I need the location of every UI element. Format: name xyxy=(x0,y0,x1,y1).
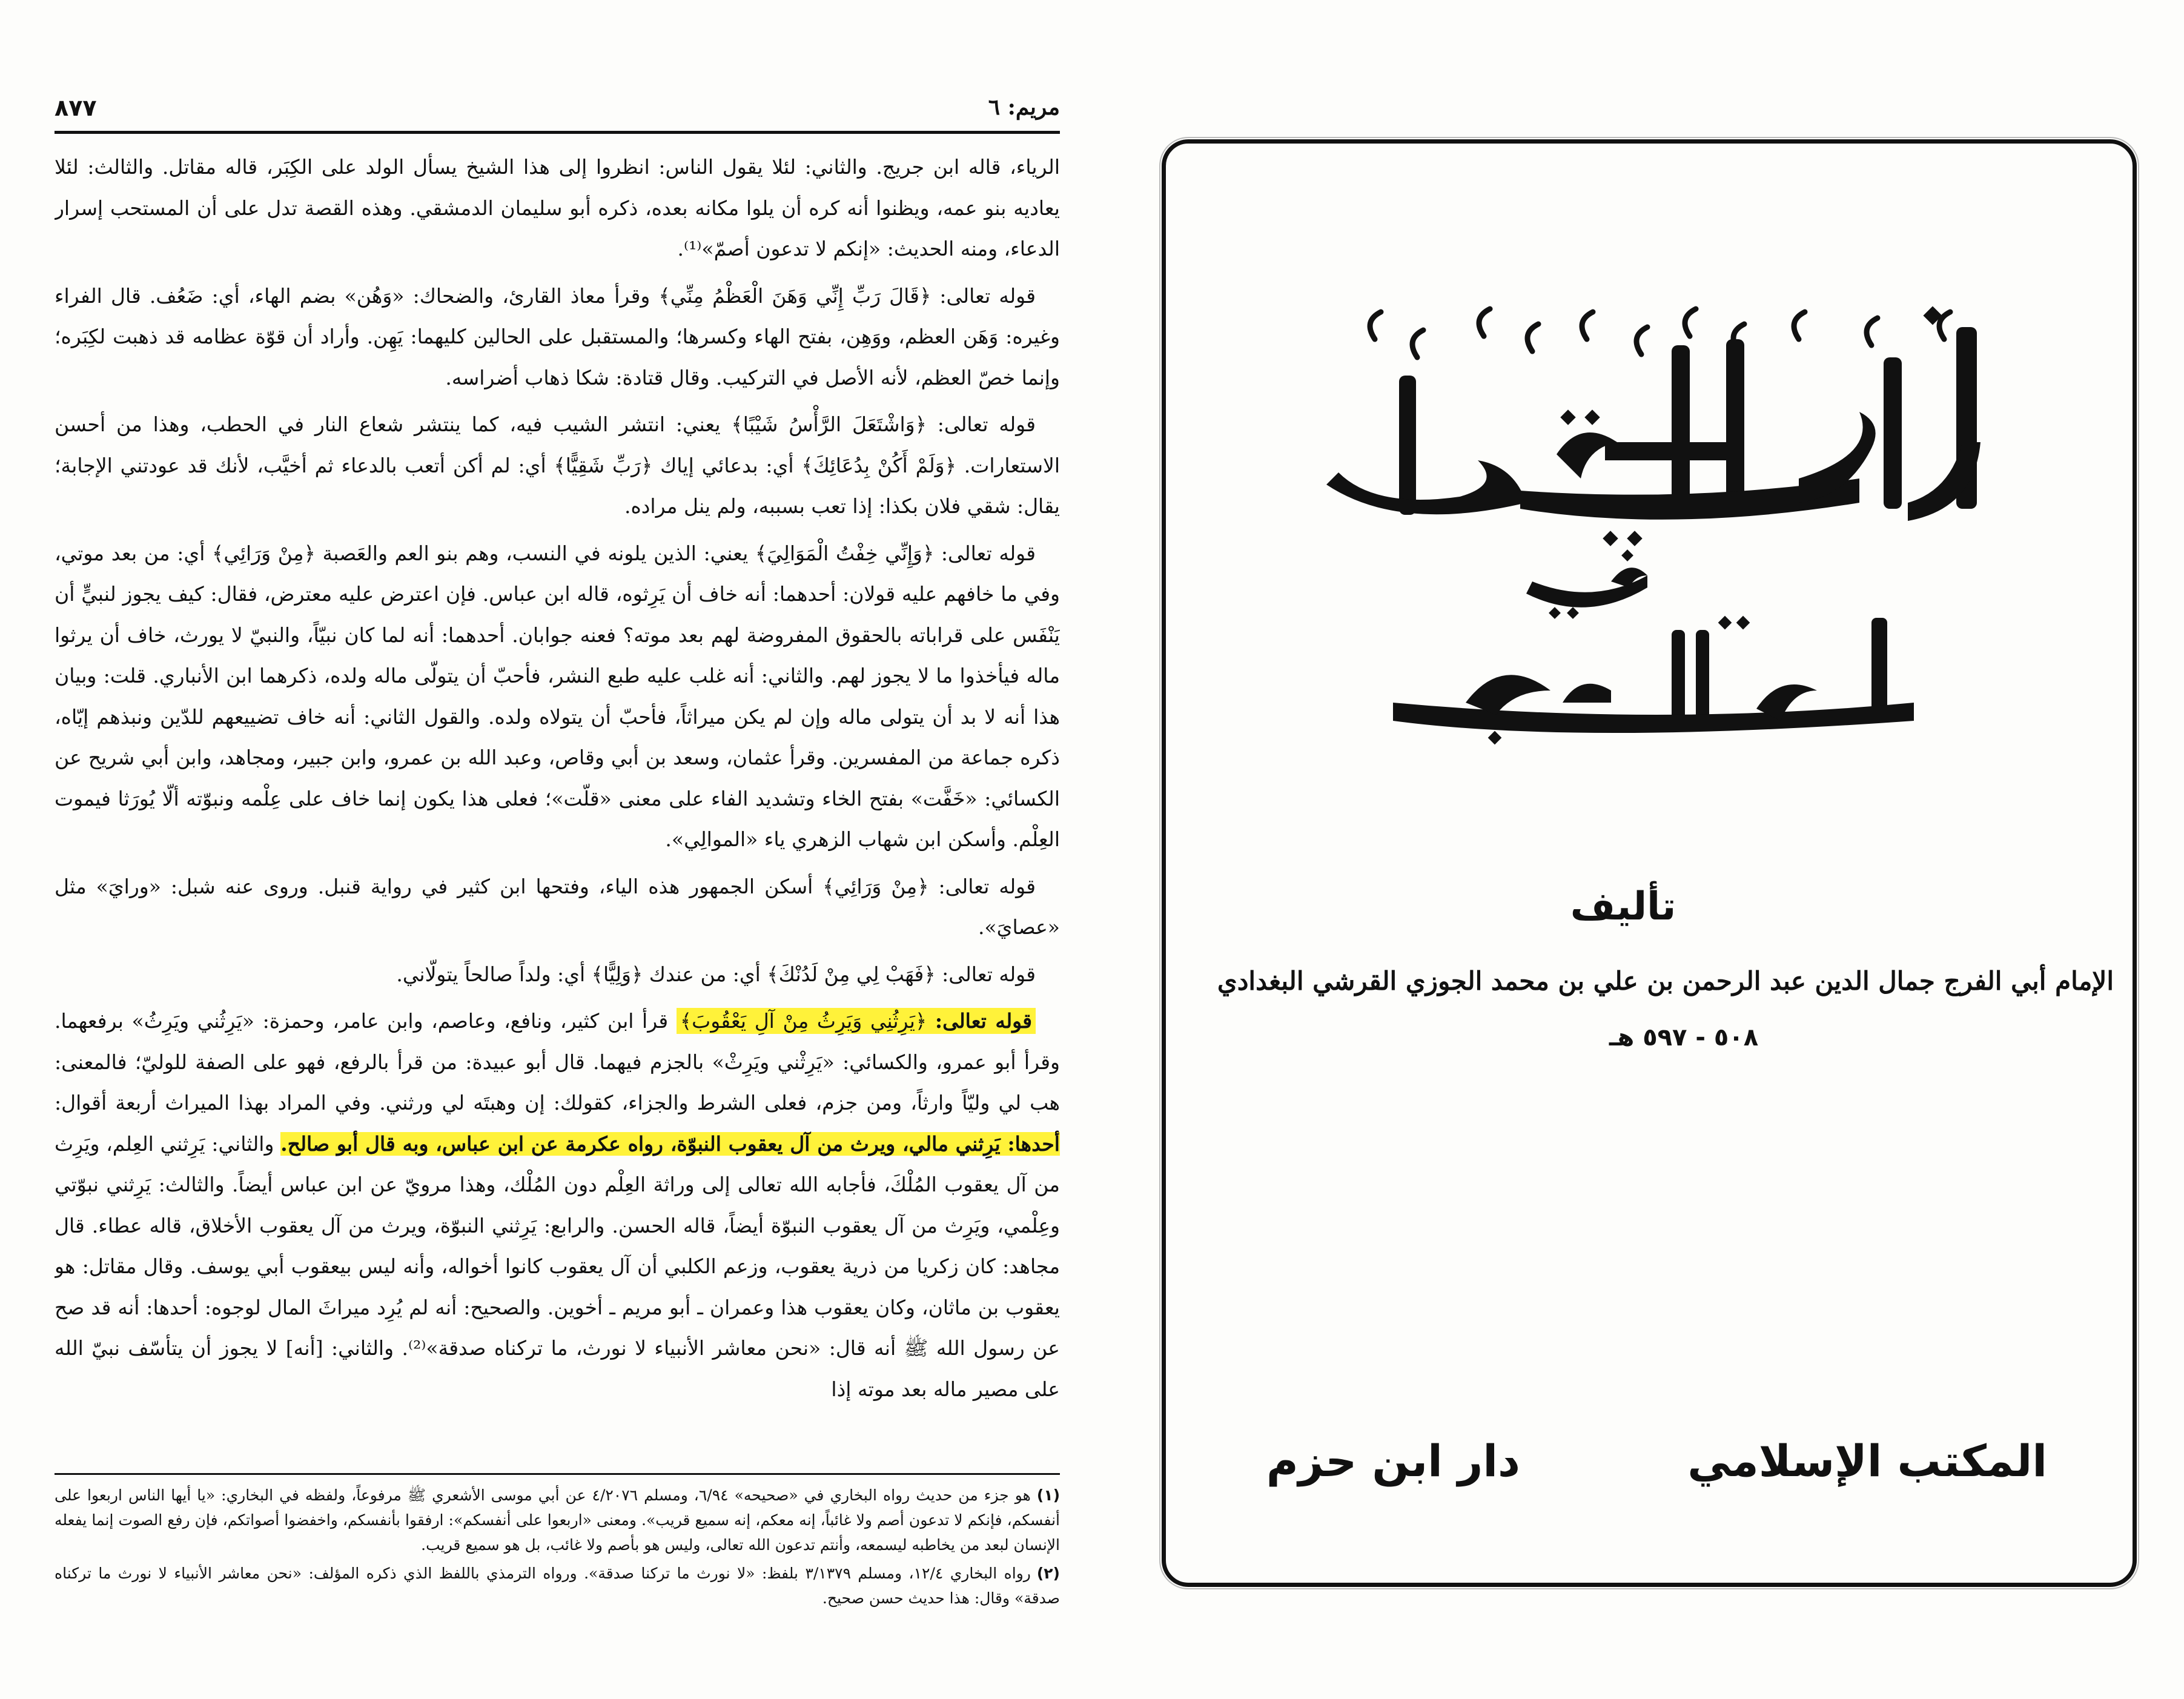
paragraph: قوله تعالى: ﴿مِنْ وَرَائِي﴾ أسكن الجمهور هذه الياء، وفتحها ابن كثير في رواية قنبل. وروى عنه شبل: «ورايَ» مثل «عصايَ». xyxy=(55,874,1060,939)
highlighted-verse xyxy=(677,1008,1036,1034)
paragraph: قوله تعالى: ﴿وَإِنِّي خِفْتُ الْمَوَالِيَ﴾ يعني: الذين يلونه في النسب، وهم بنو العم والعَصبة ﴿مِنْ وَرَائِي﴾ أي: من بعد موتي، وفي ما خافهم عليه قولان: أحدهما: أنه خاف أن يَرِثوه، قاله ابن عباس. فإن اعترض عليه معترض، فقال: كيف يجوز لنبيٍّ أن يَنْفَس على قراباته بالحقوق المفروضة لهم بعد موته؟ فعنه جوابان. أحدهما: أنه لما كان نبيّاً، والنبيّ لا يورث، خاف أن يرثوا ماله فيأخذوا ما لا يجوز لهم. والثاني: أنه غلب عليه طبع النشر، فأحبّ أن يتولّى ماله ولده، ذكرهما ابن الأنباري. قلت: وبيان هذا أنه لا بد أن يتولى ماله وإن لم يكن ميراثاً، فأحبّ أن يتولاه ولده. والقول الثاني: أنه خاف تضييعهم للدّين ونبذهم إيّاه، ذكره جماعة من المفسرين. وقرأ عثمان، وسعد بن أبي وقاص، وعبد الله بن عمرو، وابن جبير، ومجاهد، وابن أبي شريح عن الكسائي: «خَفَّت» بفتح الخاء وتشديد الفاء على معنى «قلّت»؛ فعلى هذا يكون إنما خاف على عِلْمه ونبوّته ألّا يُورَثا فيموت العِلْم. وأسكن ابن شهاب الزهري ياء «الموالِي». xyxy=(55,541,1060,851)
footnote xyxy=(55,1561,1060,1611)
footnotes xyxy=(55,1483,1060,1689)
footnote-text: رواه البخاري ١٢/٤، ومسلم ٣/١٣٧٩ بلفظ: «لا نورث ما تركنا صدقة». ورواه الترمذي باللفظ الذي ذكره المؤلف: «نحن معاشر الأنبياء لا نورث ما تركناه صدقة» وقال: هذا حديث حسن صحيح. xyxy=(55,1565,1060,1607)
title-calligraphy xyxy=(1302,303,2017,557)
ta-lif-label: تأليف xyxy=(1570,884,1676,929)
author-dates: ٥٠٨ - ٥٩٧ هـ xyxy=(1609,1024,1759,1052)
paragraph: قوله تعالى: ﴿وَاشْتَعَلَ الرَّأْسُ شَيْبًا﴾ يعني: انتشر الشيب فيه، كما ينتشر شعاع النار في الحطب، وهذا من أحسن الاستعارات. ﴿وَلَمْ أَكُنْ بِدُعَائِكَ﴾ أي: بدعائي إياك ﴿رَبِّ شَقِيًّا﴾ أي: لم أكن أتعب بالدعاء ثم أخيَّب، لأنك قد عودتني الإجابة؛ يقال: شقي فلان بكذا: إذا تعب بسببه، ولم ينل مراده. xyxy=(55,412,1060,518)
footnote-number: (٢) xyxy=(1036,1565,1060,1582)
paragraph: قوله تعالى: ﴿قَالَ رَبِّ إِنِّي وَهَنَ الْعَظْمُ مِنِّي﴾ وقرأ معاذ القارئ، والضحاك: «وَهُن» بضم الهاء، أي: ضَعُف. قال الفراء وغيره: وَهَن العظم، ووَهِن، بفتح الهاء وكسرها؛ والمستقبل على الحالين كليهما: يَهِن. وأراد أن قوّة عظامه قد ذهبت لكِبَره؛ وإنما خصّ العظم، لأنه الأصل في التركيب. وقال قتادة: شكا ذهاب أضراسه. xyxy=(55,283,1060,389)
highlighted-paragraph xyxy=(55,1001,1060,1409)
subtitle-calligraphy xyxy=(1381,606,1926,751)
paragraph-text: قرأ ابن كثير، ونافع، وعاصم، وابن عامر، وحمزة: «يَرِثُني ويَرِثُ» برفعهما. وقرأ أبو عمرو، والكسائي: «يَرِثْني ويَرِثْ» بالجزم فيهما. قال أبو عبيدة: من قرأ بالرفع، فهو على الصفة للوليّ؛ فالمعنى: هب لي وليّاً وارثاً، ومن جزم، فعلى الشرط والجزاء، كقولك: إن وهبتَه لي ورثني. وفي المراد بهذا الميراث أربعة أقوال: xyxy=(55,1009,1060,1114)
surah-reference: مريم: ٦ xyxy=(988,94,1060,120)
header-rule xyxy=(55,131,1060,134)
publisher-right: المكتب الإسلامي xyxy=(1687,1436,2047,1486)
footnote-number: (١) xyxy=(1036,1486,1060,1504)
page-number: ٨٧٧ xyxy=(55,94,97,121)
paragraph-text: والثاني: يَرِثني العِلم، ويَرِث من آل يعقوب المُلْكَ، فأجابه الله تعالى إلى وراثة العِلْم دون المُلْك، وهذا مرويّ عن ابن عباس أيضاً. والثالث: يَرِثني نبوّتي وعِلْمي، ويَرِث من آل يعقوب النبوّة أيضاً، قاله الحسن. والرابع: يَرِثني النبوّة، ويرث من آل يعقوب الأخلاق، قاله عطاء. قال مجاهد: كان زكريا من ذرية يعقوب، وزعم الكلبي أن آل يعقوب كانوا أخواله، وأنه ليس بيعقوب أبي يوسف. وقال مقاتل: هو يعقوب بن ماثان، وكان يعقوب هذا وعمران ـ أبو مريم ـ أخوين. والصحيح: أنه لم يُرِد ميراثَ المال لوجوه: أحدها: أنه قد صح عن رسول الله ﷺ أنه قال: «نحن معاشر الأنبياء لا نورث، ما تركناه صدقة»⁽²⁾. والثاني: [أنه] لا يجوز أن يتأسّف نبيّ الله على مصير ماله بعد موته إذا xyxy=(55,1131,1060,1401)
author-name: الإمام أبي الفرج جمال الدين عبد الرحمن بن علي بن محمد الجوزي القرشي البغدادي xyxy=(1217,966,2114,996)
paragraph: قوله تعالى: ﴿فَهَبْ لِي مِنْ لَدُنْكَ﴾ أي: من عندك ﴿وَلِيًّا﴾ أي: ولداً صالحاً يتولّاني. xyxy=(396,962,1036,986)
footnote xyxy=(55,1483,1060,1557)
highlighted-opinion: أحدها: يَرِثني مالي، ويرث من آل يعقوب النبوّة، رواه عكرمة عن ابن عباس، وبه قال أبو صالح. xyxy=(280,1131,1060,1156)
footnote-text: هو جزء من حديث رواه البخاري في «صحيحه» ٦/٩٤، ومسلم ٤/٢٠٧٦ عن أبي موسى الأشعري ﷺ مرفوعاً، ولفظه في البخاري: «يا أيها الناس اربعوا على أنفسكم، فإنكم لا تدعون أصم ولا غائباً، إنه معكم، إنه سميع قريب». ومعنى «اربعوا على أنفسكم»: ارفقوا بأنفسكم، واخفضوا أصواتكم، فإن رفع الصوت إنما يفعله الإنسان لبعد من يخاطبه ليسمعه، وأنتم تدعون الله تعالى، وليس هو بأصم ولا غائب، بل هو سميع قريب. xyxy=(55,1486,1060,1554)
commentary-body xyxy=(55,147,1060,1467)
verse-text: ﴿يَرِثُنِي وَيَرِثُ مِنْ آلِ يَعْقُوبَ﴾ xyxy=(680,1009,927,1033)
footnote-rule xyxy=(55,1473,1060,1475)
text-page xyxy=(55,91,1060,1678)
paragraph: الرياء، قاله ابن جريج. والثاني: لئلا يقول الناس: انظروا إلى هذا الشيخ يسأل الولد على الكِبَر، قاله مقاتل. والثالث: لئلا يعاديه بنو عمه، ويظنوا أنه كره أن يلوا مكانه بعده، ذكره أبو سليمان الدمشقي. وهذه القصة تدل على أن المستحب إسرار الدعاء، ومنه الحديث: «إنكم لا تدعون أصمّ»⁽¹⁾. xyxy=(55,155,1060,260)
page-header xyxy=(55,91,1060,127)
publisher-left: دار ابن حزم xyxy=(1266,1436,1520,1486)
qawl-label: قوله تعالى: xyxy=(935,1009,1032,1033)
